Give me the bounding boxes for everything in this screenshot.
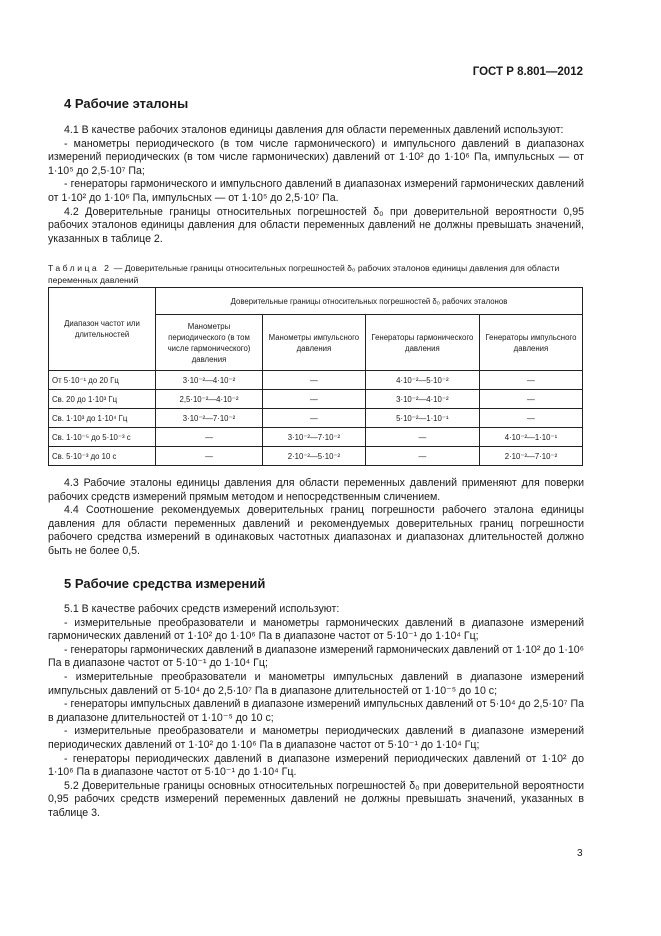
table-2 xyxy=(48,287,583,466)
cell: 3·10⁻²—7·10⁻² xyxy=(156,409,263,428)
paragraph: 5.1 В качестве рабочих средств измерений используют: xyxy=(64,603,340,615)
paragraph: - генераторы гармонического и импульсного давлений в диапазонах измерений гармонических давлений от 1·10² до 1·10⁶ Па, импульсных — от 1·10⁵ до 2,5·10⁷ Па. xyxy=(48,178,584,204)
cell: 3·10⁻²—7·10⁻² xyxy=(263,428,366,447)
cell: — xyxy=(156,428,263,447)
table-row xyxy=(49,409,583,428)
table-row xyxy=(49,447,583,466)
column-group-header: Доверительные границы относительных погрешностей δ₀ рабочих эталонов xyxy=(156,288,583,315)
cell: — xyxy=(156,447,263,466)
cell: 4·10⁻²—5·10⁻² xyxy=(365,371,479,390)
cell: 2,5·10⁻²—4·10⁻² xyxy=(156,390,263,409)
cell: — xyxy=(479,390,582,409)
paragraph: 5.2 Доверительные границы основных относительных погрешностей δ₀ при доверительной вероятности 0,95 рабочих средств измерений переменных давлений не должны превышать значений, указанных в таблице 3. xyxy=(48,779,584,819)
table-row xyxy=(49,371,583,390)
cell: — xyxy=(263,371,366,390)
cell: — xyxy=(365,447,479,466)
section-4-continued xyxy=(48,477,584,559)
cell: Св. 1·10³ до 1·10⁴ Гц xyxy=(49,409,156,428)
cell: От 5·10⁻¹ до 20 Гц xyxy=(49,371,156,390)
table-caption-text: — Доверительные границы относительных погрешностей δ₀ рабочих эталонов единицы давления для области переменных давлений xyxy=(48,263,560,285)
paragraph: - измерительные преобразователи и манометры импульсных давлений в диапазоне измерений импульсных давлений от 5·10⁴ до 2,5·10⁷ Па в диапазоне длительностей от 1·10⁻⁵ до 10 с; xyxy=(48,670,584,697)
section-5-body xyxy=(48,603,584,821)
paragraph: 4.3 Рабочие эталоны единицы давления для области переменных давлений применяют для поверки рабочих средств измерений прямым методом и непосредственным сличением. xyxy=(48,477,584,503)
column-header: Манометры импульсного давления xyxy=(263,315,366,371)
section-4-heading: 4 Рабочие эталоны xyxy=(64,96,189,111)
cell: 5·10⁻²—1·10⁻¹ xyxy=(365,409,479,428)
paragraph: - измерительные преобразователи и манометры периодических давлений в диапазоне измерений периодических давлений от 1·10² до 1·10⁶ Па в диапазоне частот от 5·10⁻¹ до 1·10⁴ Гц; xyxy=(48,725,584,751)
cell: — xyxy=(479,409,582,428)
cell: 3·10⁻²—4·10⁻² xyxy=(156,371,263,390)
cell: 2·10⁻²—7·10⁻² xyxy=(479,447,582,466)
column-header: Генераторы импульсного давления xyxy=(479,315,582,371)
paragraph: - генераторы импульсных давлений в диапазоне измерений импульсных давлений от 5·10⁴ до 2,5·10⁷ Па в диапазоне длительностей от 1·10⁻⁵ до 10 с; xyxy=(48,698,584,724)
cell: Св. 5·10⁻³ до 10 с xyxy=(49,447,156,466)
cell: 4·10⁻²—1·10⁻¹ xyxy=(479,428,582,447)
cell: — xyxy=(263,409,366,428)
cell: 3·10⁻²—4·10⁻² xyxy=(365,390,479,409)
paragraph: - генераторы периодических давлений в диапазоне измерений периодических давлений от 1·10² до 1·10⁶ Па в диапазоне частот от 5·10⁻¹ до 1·10⁴ Гц. xyxy=(48,752,584,779)
paragraph: 4.1 В качестве рабочих эталонов единицы давления для области переменных давлений используют: xyxy=(64,124,564,136)
paragraph: - генераторы гармонических давлений в диапазоне измерений гармонических давлений от 1·10² до 1·10⁶ Па в диапазоне частот от 5·10⁻¹ до 1·10⁴ Гц; xyxy=(48,643,584,670)
cell: Св. 20 до 1·10³ Гц xyxy=(49,390,156,409)
section-4-body xyxy=(48,124,584,246)
paragraph: - манометры периодического (в том числе гармонического) и импульсного давлений в диапазонах измерений периодических (в том числе гармонических) давлений от 1·10² до 1·10⁶ Па, импульсных — от 1·10⁵ до 2,5·10⁷ Па; xyxy=(48,137,584,177)
table-caption-label: Таблица 2 xyxy=(48,263,112,273)
cell: 2·10⁻²—5·10⁻² xyxy=(263,447,366,466)
cell: — xyxy=(365,428,479,447)
page-number: 3 xyxy=(577,848,583,859)
cell: Св. 1·10⁻⁵ до 5·10⁻³ с xyxy=(49,428,156,447)
document-id: ГОСТ Р 8.801—2012 xyxy=(472,66,583,78)
cell: — xyxy=(479,371,582,390)
column-header: Манометры периодического (в том числе гармонического) давления xyxy=(156,315,263,371)
column-header-range: Диапазон частот или длительностей xyxy=(49,288,156,371)
section-5-heading: 5 Рабочие средства измерений xyxy=(64,576,266,591)
column-header: Генераторы гармонического давления xyxy=(365,315,479,371)
paragraph: - измерительные преобразователи и манометры гармонических давлений в диапазоне измерений гармонических давлений от 1·10² до 1·10⁶ Па в диапазоне частот от 5·10⁻¹ до 1·10⁴ Гц; xyxy=(48,616,584,643)
table-row xyxy=(49,428,583,447)
table-caption xyxy=(48,262,584,286)
cell: — xyxy=(263,390,366,409)
table-row xyxy=(49,390,583,409)
paragraph: 4.2 Доверительные границы относительных погрешностей δ₀ при доверительной вероятности 0,95 рабочих эталонов единицы давления для области переменных давлений не должны превышать значений, указанных в таблице 2. xyxy=(48,205,584,245)
paragraph: 4.4 Соотношение рекомендуемых доверительных границ погрешности рабочего эталона единицы давления для области переменных давлений и рекомендуемых доверительных границ погрешности рабочего средства измерений в одинаковых частотных диапазонах и диапазонах длительностей должно быть не более 0,5. xyxy=(48,504,584,557)
